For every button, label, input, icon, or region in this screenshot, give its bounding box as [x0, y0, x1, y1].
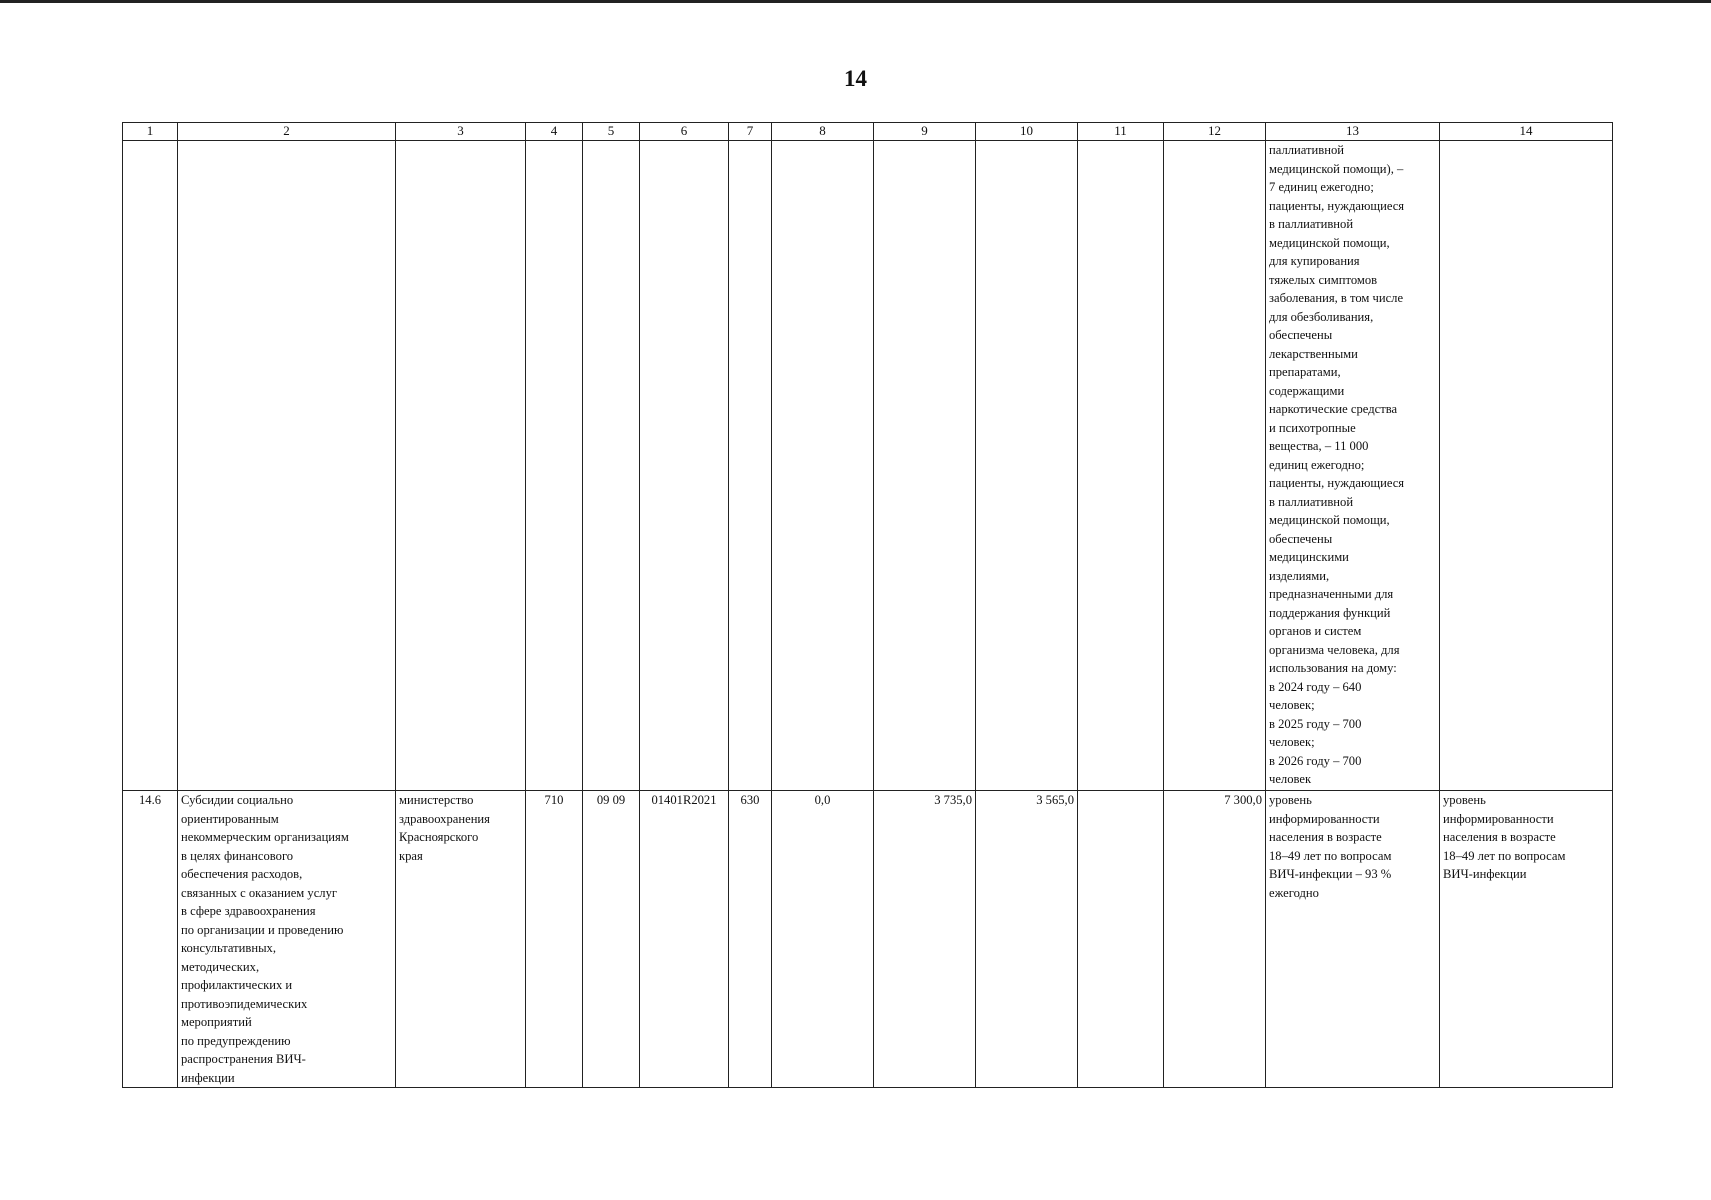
- cell-number: [123, 141, 178, 791]
- header-row: [123, 123, 1613, 141]
- cell-total: [1164, 141, 1266, 791]
- column-header: 1: [123, 123, 178, 141]
- program-activities-table: [122, 122, 1613, 1088]
- cell-code-grbs: 710: [526, 791, 583, 1088]
- column-header: 4: [526, 123, 583, 141]
- column-header: 3: [396, 123, 526, 141]
- cell-number: 14.6: [123, 791, 178, 1088]
- cell-amount: 0,0: [772, 791, 874, 1088]
- cell-responsible: министерство здравоохранения Красноярского края: [396, 791, 526, 1088]
- column-header: 13: [1266, 123, 1440, 141]
- cell-activity-name: [178, 141, 396, 791]
- cell-code-section: [583, 141, 640, 791]
- column-header: 8: [772, 123, 874, 141]
- column-header: 12: [1164, 123, 1266, 141]
- top-border-line: [0, 0, 1711, 3]
- cell-amount: [1078, 141, 1164, 791]
- column-header: 2: [178, 123, 396, 141]
- cell-amount: 3 735,0: [874, 791, 976, 1088]
- cell-amount: [976, 141, 1078, 791]
- cell-responsible: [396, 141, 526, 791]
- cell-amount: [874, 141, 976, 791]
- cell-code-target: 01401R2021: [640, 791, 729, 1088]
- table-row-continuation: [123, 141, 1613, 791]
- column-header: 5: [583, 123, 640, 141]
- cell-total: 7 300,0: [1164, 791, 1266, 1088]
- page-number: 14: [844, 66, 867, 91]
- cell-indicator: [1440, 141, 1613, 791]
- column-header: 7: [729, 123, 772, 141]
- column-header: 11: [1078, 123, 1164, 141]
- cell-activity-name: Субсидии социально ориентированным некоммерческим организациям в целях финансового обеспечения расходов, связанных с оказанием услуг в сфере здравоохранения по организации и проведению консультативных, методических, профилактических и противоэпидемических мероприятий по предупреждению распространения ВИЧ- инфекции: [178, 791, 396, 1088]
- cell-code-section: 09 09: [583, 791, 640, 1088]
- cell-amount: [772, 141, 874, 791]
- cell-code-expense-type: [729, 141, 772, 791]
- cell-code-expense-type: 630: [729, 791, 772, 1088]
- cell-indicator: уровень информированности населения в возрасте 18–49 лет по вопросам ВИЧ-инфекции: [1440, 791, 1613, 1088]
- cell-expected-result: паллиативной медицинской помощи), – 7 единиц ежегодно; пациенты, нуждающиеся в паллиативной медицинской помощи, для купирования тяжелых симптомов заболевания, в том числе для обезболивания, обеспечены лекарственными препаратами, содержащими наркотические средства и психотропные вещества, – 11 000 единиц ежегодно; пациенты, нуждающиеся в паллиативной медицинской помощи, обеспечены медицинскими изделиями, предназначенными для поддержания функций органов и систем организма человека, для использования на дому: в 2024 году – 640 человек; в 2025 году – 700 человек; в 2026 году – 700 человек: [1266, 141, 1440, 791]
- table-row-14-6: [123, 791, 1613, 1088]
- cell-expected-result: уровень информированности населения в возрасте 18–49 лет по вопросам ВИЧ-инфекции – 93 % ежегодно: [1266, 791, 1440, 1088]
- cell-code-grbs: [526, 141, 583, 791]
- column-header: 10: [976, 123, 1078, 141]
- cell-code-target: [640, 141, 729, 791]
- cell-amount: [1078, 791, 1164, 1088]
- column-header: 6: [640, 123, 729, 141]
- cell-amount: 3 565,0: [976, 791, 1078, 1088]
- column-header: 9: [874, 123, 976, 141]
- column-header: 14: [1440, 123, 1613, 141]
